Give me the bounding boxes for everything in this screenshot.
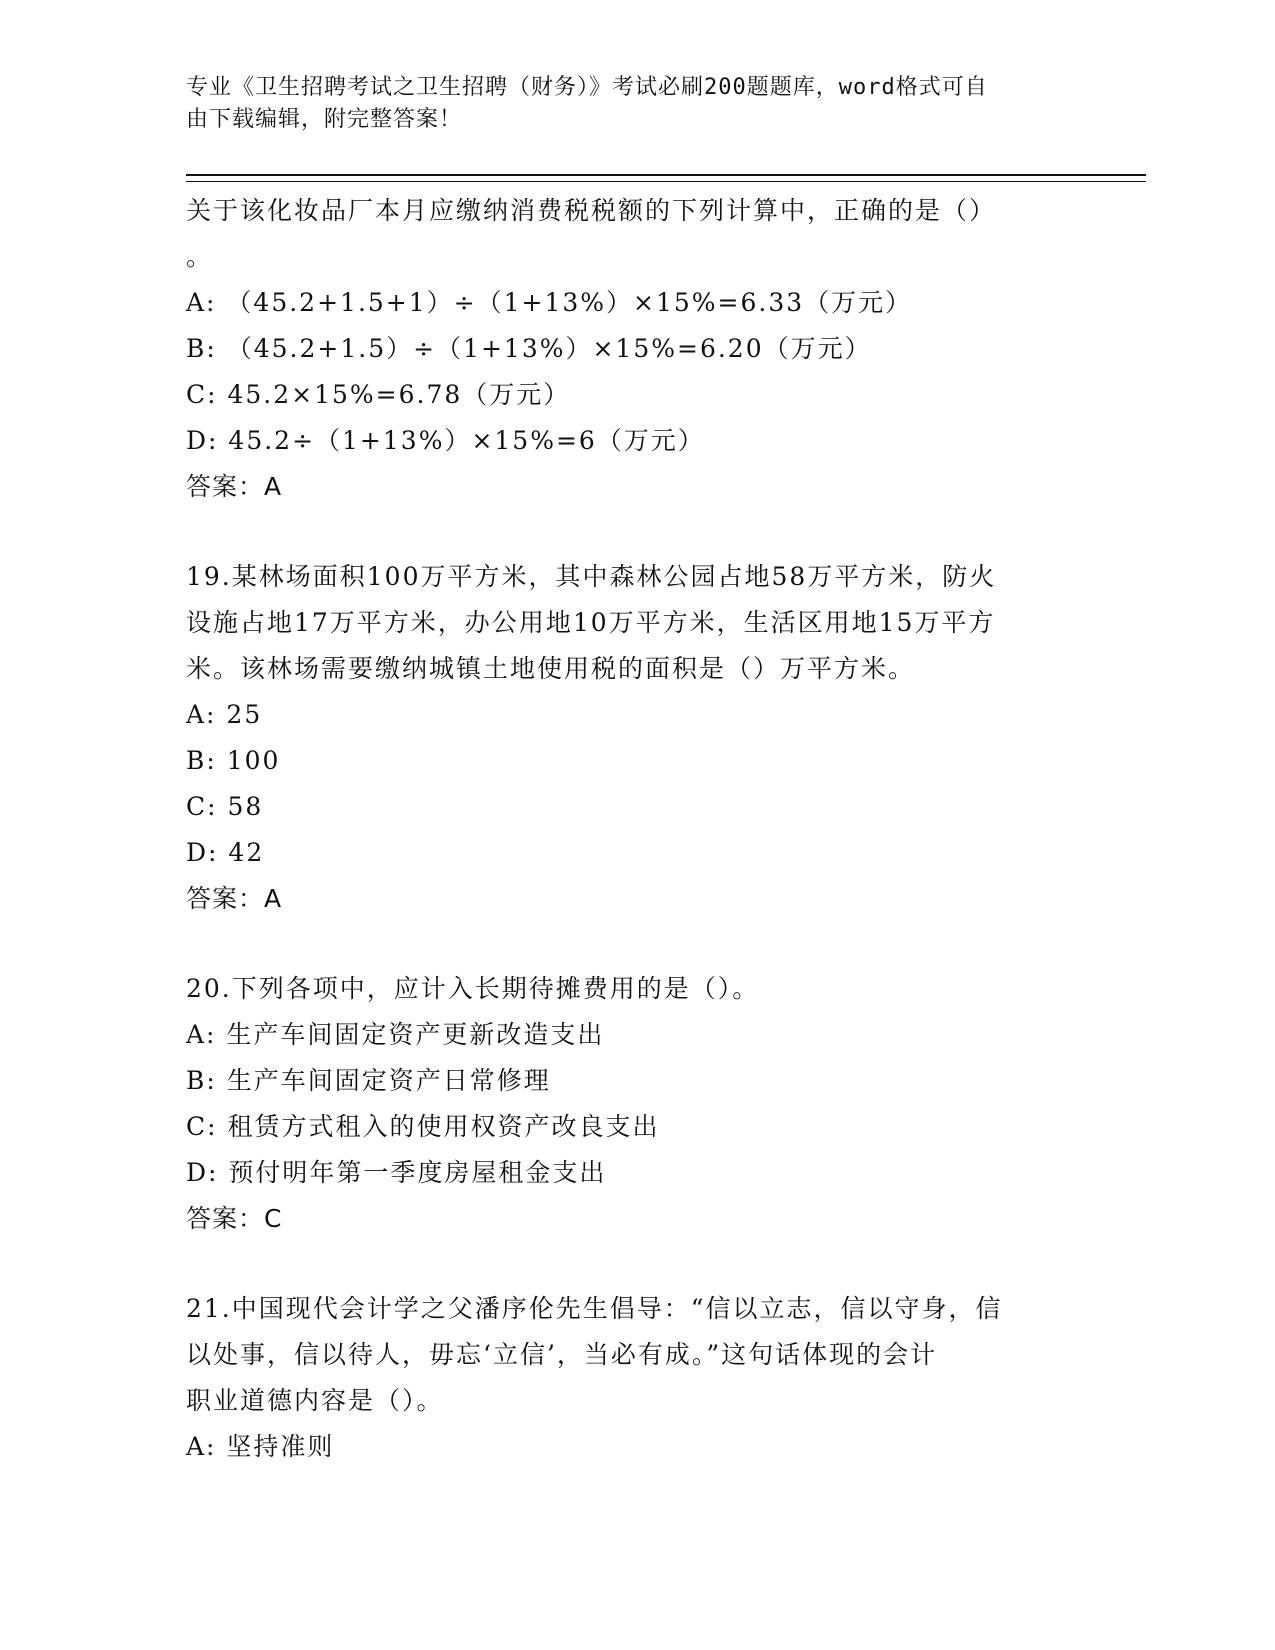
option-a: A: 生产车间固定资产更新改造支出 (186, 1020, 605, 1049)
answer: 答案：A (186, 884, 283, 913)
spacer (186, 1242, 1066, 1286)
question-stem: 米。该林场需要缴纳城镇土地使用税的面积是（）万平方米。 (186, 654, 916, 683)
question-stem: 职业道德内容是（）。 (186, 1386, 444, 1415)
question-19 (186, 554, 1066, 922)
option-c: C: 45.2×15%=6.78（万元） (186, 380, 571, 409)
header-line: 由下载编辑，附完整答案！ (186, 107, 463, 132)
spacer (186, 510, 1066, 554)
document-header (186, 72, 1066, 136)
option-a: A: 25 (186, 700, 263, 729)
option-c: C: 58 (186, 792, 264, 821)
question-stem: 以处事，信以待人，毋忘‘立信’，当必有成。”这句话体现的会计 (186, 1340, 938, 1369)
spacer (186, 922, 1066, 966)
header-line: 专业《卫生招聘考试之卫生招聘（财务）》考试必刷200题题库，word格式可自 (186, 75, 988, 100)
question-list (186, 188, 1066, 1470)
question-stem: 。 (186, 242, 214, 271)
answer: 答案：A (186, 472, 283, 501)
question-21 (186, 1286, 1066, 1470)
option-c: C: 租赁方式租入的使用权资产改良支出 (186, 1112, 660, 1141)
header-divider (186, 174, 1146, 176)
question-stem: 21.中国现代会计学之父潘序伦先生倡导：“信以立志，信以守身，信 (186, 1294, 1003, 1323)
question-stem: 设施占地17万平方米，办公用地10万平方米，生活区用地15万平方 (186, 608, 996, 637)
question-stem: 19.某林场面积100万平方米，其中森林公园占地58万平方米，防火 (186, 562, 997, 591)
question-stem: 关于该化妆品厂本月应缴纳消费税税额的下列计算中，正确的是（） (186, 196, 997, 225)
question-20 (186, 966, 1066, 1242)
option-d: D: 42 (186, 838, 265, 867)
option-d: D: 45.2÷（1+13%）×15%=6（万元） (186, 426, 705, 455)
option-d: D: 预付明年第一季度房屋租金支出 (186, 1158, 607, 1187)
question-stem: 20.下列各项中，应计入长期待摊费用的是（）。 (186, 974, 760, 1003)
option-a: A: 坚持准则 (186, 1432, 335, 1461)
option-b: B: 生产车间固定资产日常修理 (186, 1066, 551, 1095)
option-b: B: 100 (186, 746, 281, 775)
answer: 答案：C (186, 1204, 283, 1233)
option-a: A: （45.2+1.5+1）÷（1+13%）×15%=6.33（万元） (186, 288, 913, 317)
option-b: B: （45.2+1.5）÷（1+13%）×15%=6.20（万元） (186, 334, 872, 363)
question-18 (186, 188, 1066, 510)
header-divider-thin (186, 181, 1146, 182)
